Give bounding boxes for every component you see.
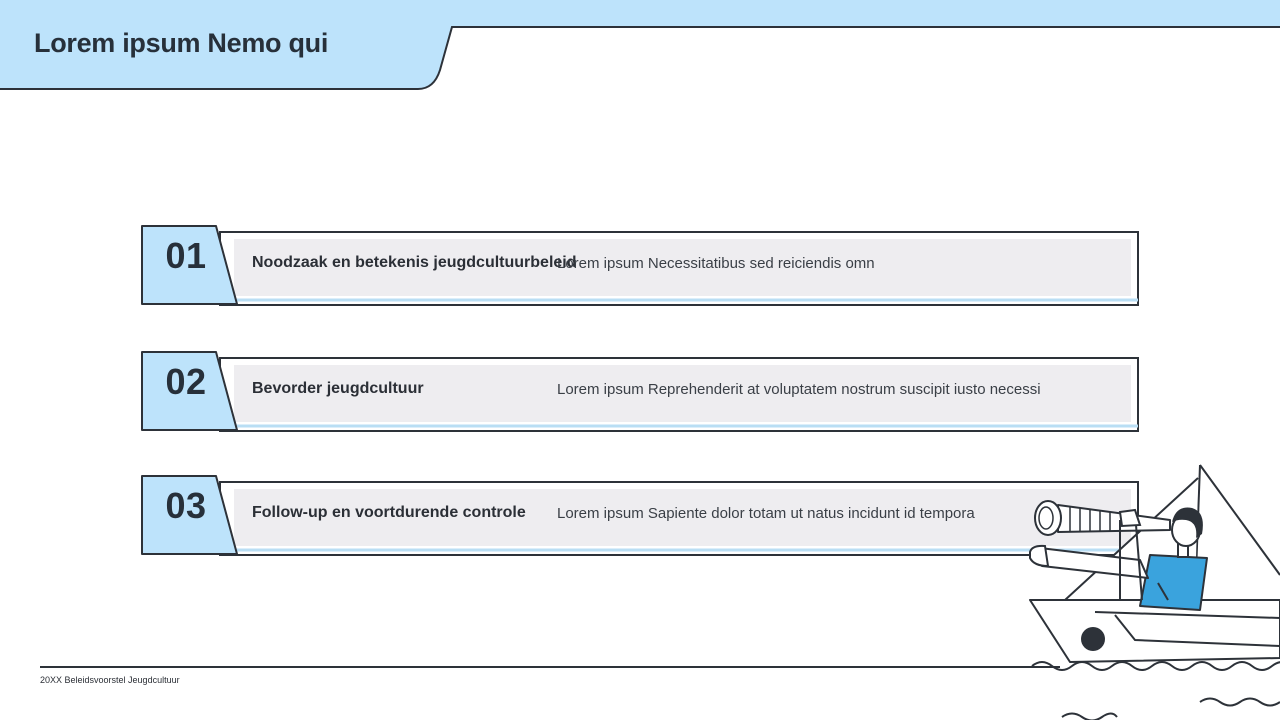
footer-text: 20XX Beleidsvoorstel Jeugdcultuur <box>40 675 180 685</box>
row-number: 01 <box>165 235 207 276</box>
row-description: Lorem ipsum Reprehenderit at voluptatem nostrum suscipit iusto necessi <box>557 381 1041 398</box>
agenda-row-2 <box>141 351 1141 435</box>
page-title: Lorem ipsum Nemo qui <box>34 28 329 58</box>
agenda-row-1 <box>141 225 1141 309</box>
row-number: 02 <box>165 361 207 402</box>
person-with-telescope-on-sailboat-illustration <box>1020 460 1280 720</box>
row-description: Lorem ipsum Sapiente dolor totam ut natus incidunt id tempora <box>557 505 975 522</box>
row-description: Lorem ipsum Necessitatibus sed reiciendis omn <box>557 255 875 272</box>
row-heading: Follow-up en voortdurende controle <box>252 504 526 521</box>
row-heading: Noodzaak en betekenis jeugdcultuurbeleid <box>252 254 577 271</box>
agenda-row-3 <box>141 475 1141 559</box>
row-number: 03 <box>165 485 207 526</box>
footer-divider <box>40 666 1060 668</box>
header-band <box>0 0 1280 120</box>
row-heading: Bevorder jeugdcultuur <box>252 380 424 397</box>
